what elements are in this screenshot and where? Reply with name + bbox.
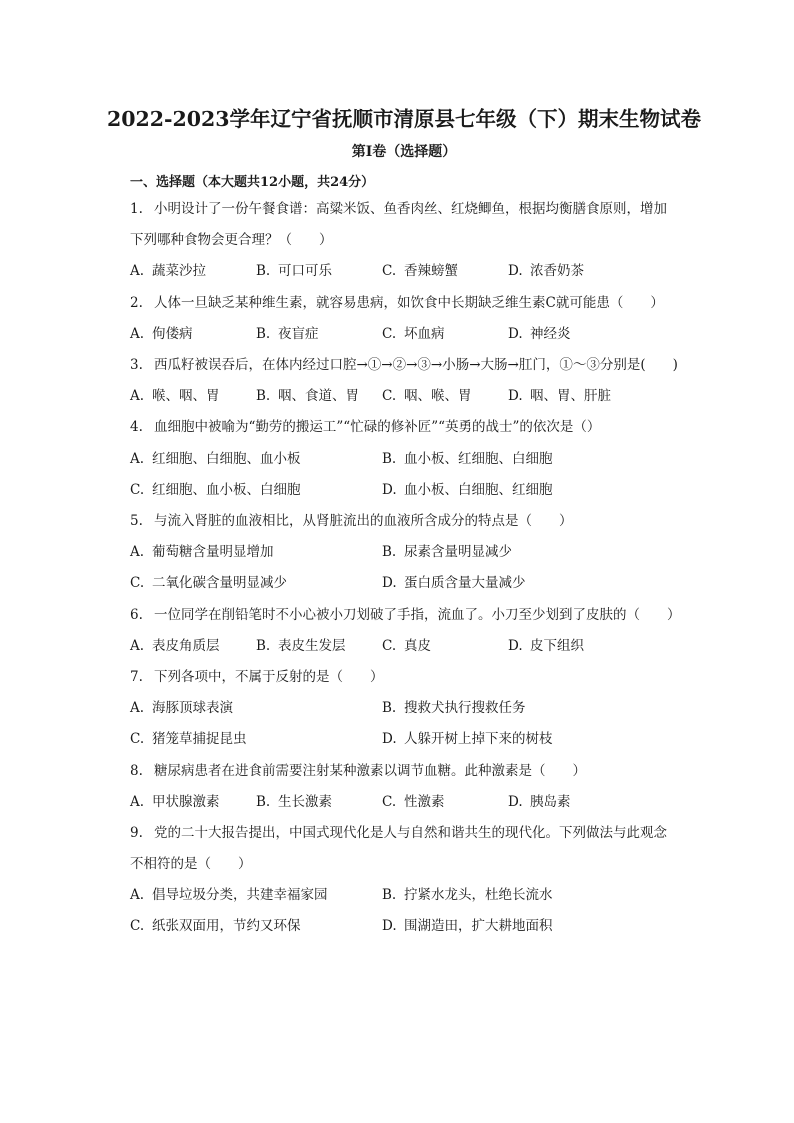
question-stem-text: 下列各项中，不属于反射的是（ ） bbox=[154, 668, 384, 685]
question-stem-line bbox=[130, 350, 698, 381]
question-stem-line bbox=[130, 506, 698, 537]
exam-title: 2022-2023学年辽宁省抚顺市清原县七年级（下）期末生物试卷 bbox=[106, 107, 702, 131]
question-9 bbox=[130, 818, 698, 943]
option-text: 人躲开树上掉下来的树枝 bbox=[404, 731, 553, 748]
question-stem-text: 一位同学在削铅笔时不小心被小刀划破了手指，流血了。小刀至少划到了皮肤的（ ） bbox=[154, 606, 681, 623]
option-text: 生长激素 bbox=[278, 793, 332, 810]
option-text: 表皮生发层 bbox=[278, 637, 346, 654]
option-label: D. bbox=[508, 637, 523, 654]
option-label: B. bbox=[382, 544, 397, 561]
answer-option bbox=[130, 631, 256, 662]
option-text: 拧紧水龙头，杜绝长流水 bbox=[404, 887, 553, 904]
question-stem-line bbox=[130, 600, 698, 631]
option-text: 海豚顶球表演 bbox=[152, 700, 233, 717]
answer-option bbox=[130, 568, 382, 599]
question-4 bbox=[130, 412, 698, 506]
question-stem-line bbox=[130, 849, 698, 880]
question-stem-line bbox=[130, 662, 698, 693]
option-text: 纸张双面用，节约又环保 bbox=[152, 918, 301, 935]
option-text: 真皮 bbox=[404, 637, 431, 654]
option-label: C. bbox=[130, 575, 145, 592]
option-text: 喉、咽、胃 bbox=[152, 388, 220, 405]
option-text: 坏血病 bbox=[404, 325, 445, 342]
option-text: 倡导垃圾分类，共建幸福家园 bbox=[152, 887, 328, 904]
option-text: 夜盲症 bbox=[278, 325, 319, 342]
option-label: A. bbox=[130, 793, 145, 810]
option-row bbox=[130, 475, 698, 506]
option-text: 佝偻病 bbox=[152, 325, 193, 342]
option-row bbox=[130, 693, 698, 724]
option-text: 香辣螃蟹 bbox=[404, 263, 458, 280]
option-text: 性激素 bbox=[404, 793, 445, 810]
answer-option bbox=[256, 381, 382, 412]
question-stem-text: 党的二十大报告提出，中国式现代化是人与自然和谐共生的现代化。下列做法与此观念 bbox=[154, 824, 667, 841]
option-label: B. bbox=[256, 637, 271, 654]
option-label: D. bbox=[508, 793, 523, 810]
question-number: 3. bbox=[130, 356, 143, 373]
option-label: D. bbox=[382, 481, 397, 498]
option-row bbox=[130, 381, 698, 412]
option-text: 咽、喉、胃 bbox=[404, 388, 472, 405]
answer-option bbox=[130, 256, 256, 287]
option-row bbox=[130, 568, 698, 599]
option-text: 浓香奶茶 bbox=[530, 263, 584, 280]
option-label: C. bbox=[382, 325, 397, 342]
answer-option bbox=[130, 724, 382, 755]
option-label: B. bbox=[256, 793, 271, 810]
answer-option bbox=[508, 319, 634, 350]
answer-option bbox=[508, 787, 634, 818]
option-label: B. bbox=[256, 388, 271, 405]
answer-option bbox=[382, 381, 508, 412]
question-stem-text: 不相符的是（ ） bbox=[130, 856, 252, 873]
option-row bbox=[130, 880, 698, 911]
option-label: B. bbox=[382, 700, 397, 717]
option-text: 可口可乐 bbox=[278, 263, 332, 280]
option-label: C. bbox=[130, 731, 145, 748]
question-list bbox=[130, 194, 698, 943]
option-text: 皮下组织 bbox=[530, 637, 584, 654]
question-number: 8. bbox=[130, 762, 143, 779]
option-row bbox=[130, 631, 698, 662]
question-stem-line bbox=[130, 412, 698, 443]
option-label: D. bbox=[382, 575, 397, 592]
option-label: A. bbox=[130, 263, 145, 280]
volume-heading: 第I卷（选择题） bbox=[351, 144, 457, 160]
option-text: 甲状腺激素 bbox=[152, 793, 220, 810]
option-text: 神经炎 bbox=[530, 325, 571, 342]
answer-option bbox=[130, 787, 256, 818]
option-label: A. bbox=[130, 887, 145, 904]
question-stem-text: 与流入肾脏的血液相比，从肾脏流出的血液所含成分的特点是（ ） bbox=[154, 512, 573, 529]
answer-option bbox=[382, 444, 634, 475]
question-3 bbox=[130, 350, 698, 412]
answer-option bbox=[382, 693, 634, 724]
answer-option bbox=[382, 631, 508, 662]
option-label: A. bbox=[130, 388, 145, 405]
option-text: 蔬菜沙拉 bbox=[152, 263, 206, 280]
question-stem-text: 小明设计了一份午餐食谱：高粱米饭、鱼香肉丝、红烧鲫鱼，根据均衡膳食原则，增加 bbox=[154, 201, 667, 217]
question-number: 1. bbox=[130, 201, 143, 217]
option-label: C. bbox=[130, 918, 145, 935]
answer-option bbox=[130, 381, 256, 412]
option-label: A. bbox=[130, 544, 145, 561]
answer-option bbox=[382, 319, 508, 350]
answer-option bbox=[508, 631, 634, 662]
question-number: 6. bbox=[130, 606, 143, 623]
option-label: B. bbox=[256, 263, 271, 280]
option-text: 咽、食道、胃 bbox=[278, 388, 359, 405]
answer-option bbox=[256, 631, 382, 662]
option-text: 围湖造田，扩大耕地面积 bbox=[404, 918, 553, 935]
answer-option bbox=[130, 537, 382, 568]
option-row bbox=[130, 256, 698, 287]
option-text: 血小板、白细胞、红细胞 bbox=[404, 481, 553, 498]
question-stem-text: 西瓜籽被误吞后，在体内经过口腔→①→②→③→小肠→大肠→肛门，①～③分别是( ) bbox=[154, 356, 678, 373]
answer-option bbox=[382, 568, 634, 599]
option-text: 表皮角质层 bbox=[152, 637, 220, 654]
answer-option bbox=[130, 319, 256, 350]
answer-option bbox=[382, 256, 508, 287]
option-text: 葡萄糖含量明显增加 bbox=[152, 544, 274, 561]
option-row bbox=[130, 724, 698, 755]
question-5 bbox=[130, 506, 698, 600]
option-label: A. bbox=[130, 325, 145, 342]
option-label: D. bbox=[382, 731, 397, 748]
answer-option bbox=[130, 880, 382, 911]
option-row bbox=[130, 537, 698, 568]
question-stem-text: 下列哪种食物会更合理？（ ） bbox=[130, 232, 333, 249]
option-label: B. bbox=[382, 450, 397, 467]
option-row bbox=[130, 444, 698, 475]
option-row bbox=[130, 787, 698, 818]
question-stem-line bbox=[130, 225, 698, 256]
answer-option bbox=[256, 256, 382, 287]
option-text: 红细胞、血小板、白细胞 bbox=[152, 481, 301, 498]
question-number: 4. bbox=[130, 419, 143, 436]
answer-option bbox=[508, 381, 634, 412]
answer-option bbox=[382, 537, 634, 568]
option-label: C. bbox=[382, 793, 397, 810]
answer-option bbox=[256, 319, 382, 350]
option-label: D. bbox=[508, 325, 523, 342]
option-text: 胰岛素 bbox=[530, 793, 571, 810]
option-label: C. bbox=[382, 263, 397, 280]
question-6 bbox=[130, 600, 698, 662]
answer-option bbox=[382, 880, 634, 911]
question-number: 2. bbox=[130, 294, 143, 311]
question-stem-text: 糖尿病患者在进食前需要注射某种激素以调节血糖。此种激素是（ ） bbox=[154, 762, 586, 779]
question-number: 5. bbox=[130, 512, 143, 529]
answer-option bbox=[256, 787, 382, 818]
answer-option bbox=[382, 475, 634, 506]
option-text: 咽、胃、肝脏 bbox=[530, 388, 611, 405]
option-text: 蛋白质含量大量减少 bbox=[404, 575, 526, 592]
option-label: A. bbox=[130, 637, 145, 654]
option-label: A. bbox=[130, 450, 145, 467]
answer-option bbox=[382, 724, 634, 755]
option-label: C. bbox=[382, 388, 397, 405]
answer-option bbox=[508, 256, 634, 287]
option-label: A. bbox=[130, 700, 145, 717]
question-7 bbox=[130, 662, 698, 756]
question-stem-line bbox=[130, 194, 698, 225]
option-row bbox=[130, 911, 698, 942]
answer-option bbox=[130, 911, 382, 942]
answer-option bbox=[382, 911, 634, 942]
option-label: D. bbox=[508, 388, 523, 405]
question-number: 7. bbox=[130, 668, 143, 685]
option-label: D. bbox=[508, 263, 523, 280]
section-heading: 一、选择题（本大题共12小题，共24分） bbox=[130, 175, 375, 190]
option-label: B. bbox=[382, 887, 397, 904]
question-2 bbox=[130, 288, 698, 350]
option-row bbox=[130, 319, 698, 350]
answer-option bbox=[130, 444, 382, 475]
question-stem-line bbox=[130, 818, 698, 849]
question-number: 9. bbox=[130, 824, 143, 841]
question-8 bbox=[130, 756, 698, 818]
option-text: 血小板、红细胞、白细胞 bbox=[404, 450, 553, 467]
answer-option bbox=[130, 693, 382, 724]
option-text: 尿素含量明显减少 bbox=[404, 544, 512, 561]
question-1 bbox=[130, 194, 698, 288]
question-stem-text: 血细胞中被喻为“勤劳的搬运工”“忙碌的修补匠”“英勇的战士”的依次是（） bbox=[154, 419, 601, 436]
option-text: 猪笼草捕捉昆虫 bbox=[152, 731, 247, 748]
option-label: C. bbox=[130, 481, 145, 498]
answer-option bbox=[382, 787, 508, 818]
option-label: D. bbox=[382, 918, 397, 935]
question-stem-line bbox=[130, 288, 698, 319]
option-label: C. bbox=[382, 637, 397, 654]
question-stem-text: 人体一旦缺乏某种维生素，就容易患病，如饮食中长期缺乏维生素C就可能患（ ） bbox=[154, 294, 664, 311]
option-label: B. bbox=[256, 325, 271, 342]
option-text: 红细胞、白细胞、血小板 bbox=[152, 450, 301, 467]
answer-option bbox=[130, 475, 382, 506]
option-text: 搜救犬执行搜救任务 bbox=[404, 700, 526, 717]
question-stem-line bbox=[130, 756, 698, 787]
option-text: 二氧化碳含量明显减少 bbox=[152, 575, 287, 592]
